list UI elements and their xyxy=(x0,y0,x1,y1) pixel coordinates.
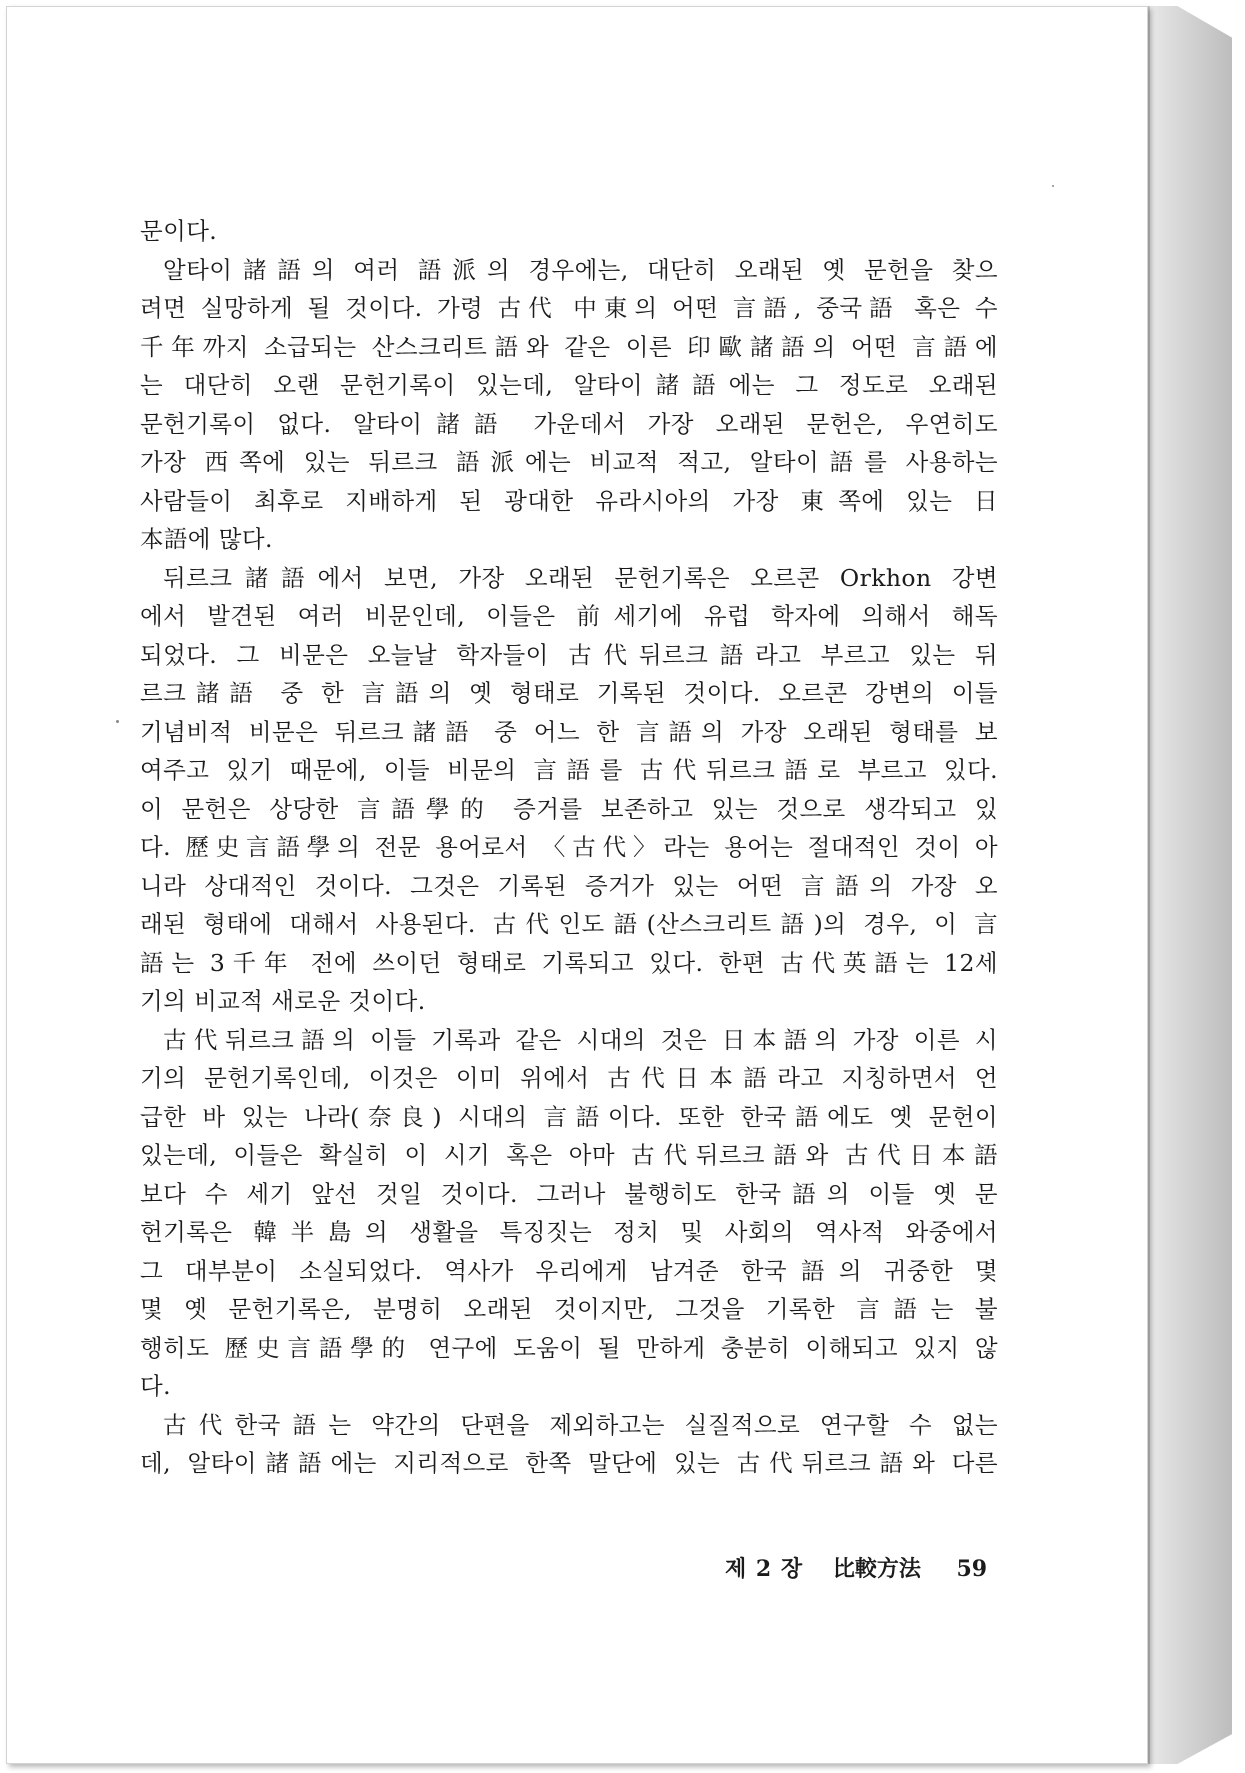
text-line: 려면 실망하게 될 것이다. 가령 古代 中東의 어떤 言語, 중국語 혹은 수 xyxy=(140,294,998,322)
text-line: 는 대단히 오랜 문헌기록이 있는데, 알타이諸語에는 그 정도로 오래된 xyxy=(140,371,998,399)
text-line: 다. xyxy=(140,1372,171,1400)
body-text xyxy=(140,212,998,1483)
chapter-label: 제 2 장 xyxy=(725,1556,804,1582)
text-line: 행히도 歷史言語學的 연구에 도움이 될 만하게 충분히 이해되고 있지 않 xyxy=(140,1333,998,1362)
text-line: 래된 형태에 대해서 사용된다. 古代인도語(산스크리트語)의 경우, 이 言 xyxy=(140,910,998,938)
text-line: 몇 옛 문헌기록은, 분명히 오래된 것이지만, 그것을 기록한 言語는 불 xyxy=(140,1295,998,1323)
text-line: 데, 알타이諸語에는 지리적으로 한쪽 말단에 있는 古代뒤르크語와 다른 xyxy=(140,1449,998,1477)
text-line: 에서 발견된 여러 비문인데, 이들은 前세기에 유럽 학자에 의해서 해독 xyxy=(140,602,998,630)
text-line: 語는 3千年 전에 쓰이던 형태로 기록되고 있다. 한편 古代英語는 12세 xyxy=(140,948,998,977)
text-line: 되었다. 그 비문은 오늘날 학자들이 古代뒤르크語라고 부르고 있는 뒤 xyxy=(140,640,998,669)
text-line: 르크諸語 중 한 言語의 옛 형태로 기록된 것이다. 오르콘 강변의 이들 xyxy=(140,679,998,707)
text-line: 사람들이 최후로 지배하게 된 광대한 유라시아의 가장 東쪽에 있는 日 xyxy=(140,486,998,515)
text-line: 千年까지 소급되는 산스크리트語와 같은 이른 印歐諸語의 어떤 言語에 xyxy=(140,332,998,361)
text-line: 있는데, 이들은 확실히 이 시기 혹은 아마 古代뒤르크語와 古代日本語 xyxy=(140,1141,998,1169)
page-stack-divider xyxy=(1148,6,1150,1764)
text-line: 本語에 많다. xyxy=(140,525,273,553)
text-line: 니라 상대적인 것이다. 그것은 기록된 증거가 있는 어떤 言語의 가장 오 xyxy=(140,871,998,900)
page-stack-edge xyxy=(1148,6,1232,1764)
text-line: 古代한국語는 약간의 단편을 제외하고는 실질적으로 연구할 수 없는 xyxy=(163,1410,998,1439)
text-line: 문이다. xyxy=(140,217,218,245)
page-footer xyxy=(725,1552,987,1583)
text-line: 기념비적 비문은 뒤르크諸語 중 어느 한 言語의 가장 오래된 형태를 보 xyxy=(140,717,998,746)
chapter-title: 比較方法 xyxy=(832,1556,921,1582)
text-line: 古代뒤르크語의 이들 기록과 같은 시대의 것은 日本語의 가장 이른 시 xyxy=(163,1025,998,1054)
text-line: 문헌기록이 없다. 알타이諸語 가운데서 가장 오래된 문헌은, 우연히도 xyxy=(140,409,998,438)
text-line: 헌기록은 韓半島의 생활을 특징짓는 정치 및 사회의 역사적 와중에서 xyxy=(140,1218,998,1246)
text-line: 기의 문헌기록인데, 이것은 이미 위에서 古代日本語라고 지칭하면서 언 xyxy=(140,1064,998,1092)
text-line: 여주고 있기 때문에, 이들 비문의 言語를 古代뒤르크語로 부르고 있다. xyxy=(140,756,998,784)
text-line: 급한 바 있는 나라(奈良) 시대의 言語이다. 또한 한국語에도 옛 문헌이 xyxy=(140,1102,998,1131)
text-line: 보다 수 세기 앞선 것일 것이다. 그러나 불행히도 한국語의 이들 옛 문 xyxy=(140,1179,998,1208)
book-page xyxy=(6,6,1148,1764)
text-line: 그 대부분이 소실되었다. 역사가 우리에게 남겨준 한국語의 귀중한 몇 xyxy=(140,1256,998,1285)
text-line: 알타이諸語의 여러 語派의 경우에는, 대단히 오래된 옛 문헌을 찾으 xyxy=(163,255,998,284)
page-number: 59 xyxy=(956,1556,988,1582)
text-line: 뒤르크諸語에서 보면, 가장 오래된 문헌기록은 오르콘 Orkhon 강변 xyxy=(163,563,998,592)
scan-speck xyxy=(116,720,119,723)
text-line: 가장 西쪽에 있는 뒤르크 語派에는 비교적 적고, 알타이語를 사용하는 xyxy=(140,448,998,476)
text-line: 이 문헌은 상당한 言語學的 증거를 보존하고 있는 것으로 생각되고 있 xyxy=(140,794,998,823)
text-line: 기의 비교적 새로운 것이다. xyxy=(140,987,426,1015)
text-line: 다. 歷史言語學의 전문 용어로서 〈古代〉라는 용어는 절대적인 것이 아 xyxy=(140,833,998,861)
scan-speck xyxy=(1052,185,1054,187)
